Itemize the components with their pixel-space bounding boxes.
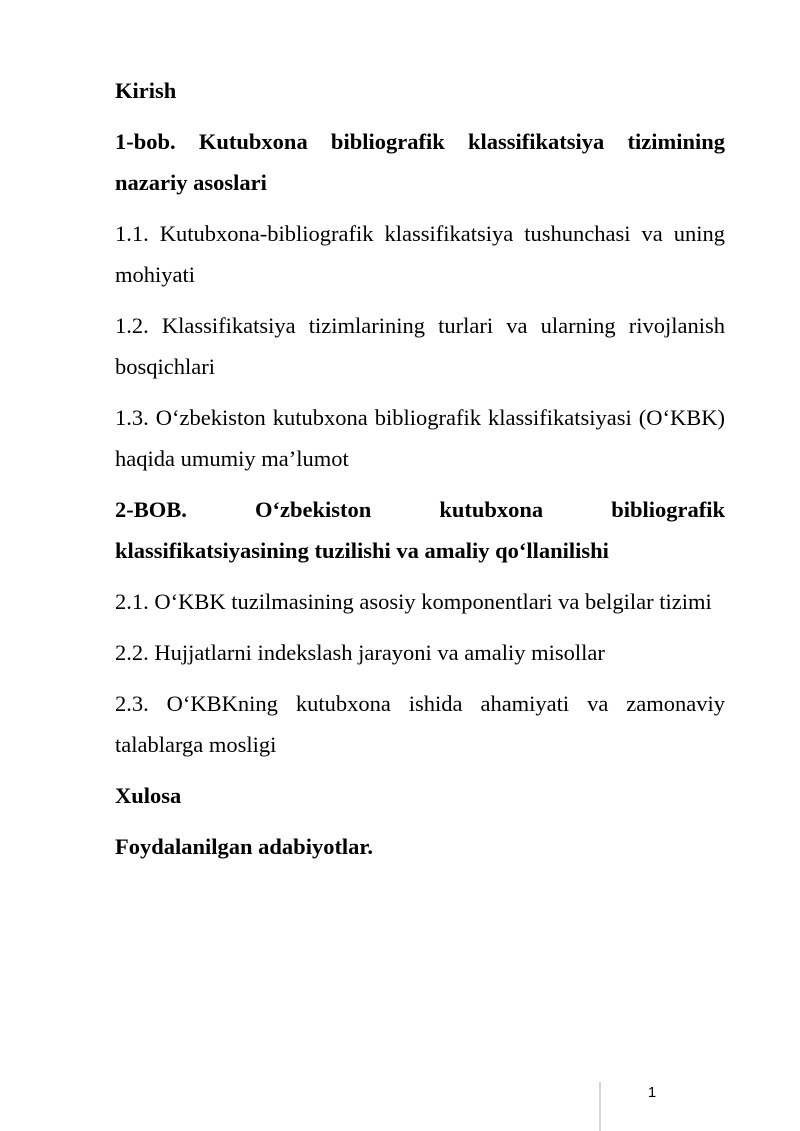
toc-section-1-1: 1.1. Kutubxona-bibliografik klassifikatsiya tushunchasi va uning mohiyati xyxy=(115,221,725,287)
toc-entry-conclusion: Xulosa xyxy=(115,783,182,808)
toc-chapter-1-heading: 1-bob. Kutubxona bibliografik klassifikatsiya tizimining nazariy asoslari xyxy=(115,129,725,195)
toc-chapter-2-heading: 2-BOB. O‘zbekiston kutubxona bibliografik klassifikatsiyasining tuzilishi va amaliy qo‘llanilishi xyxy=(115,497,725,563)
toc-entry-introduction: Kirish xyxy=(115,78,177,103)
toc-section-1-2: 1.2. Klassifikatsiya tizimlarining turlari va ularning rivojlanish bosqichlari xyxy=(115,313,725,379)
toc-section-2-1: 2.1. O‘KBK tuzilmasining asosiy komponentlari va belgilar tizimi xyxy=(115,589,712,614)
toc-section-2-2: 2.2. Hujjatlarni indekslash jarayoni va amaliy misollar xyxy=(115,640,605,665)
footer-divider xyxy=(599,1082,601,1131)
page-number: 1 xyxy=(647,1084,657,1101)
toc-entry-references: Foydalanilgan adabiyotlar. xyxy=(115,834,373,859)
table-of-contents xyxy=(115,70,725,877)
toc-section-2-3: 2.3. O‘KBKning kutubxona ishida ahamiyati va zamonaviy talablarga mosligi xyxy=(115,691,725,757)
toc-section-1-3: 1.3. O‘zbekiston kutubxona bibliografik klassifikatsiyasi (O‘KBK) haqida umumiy ma’lumot xyxy=(115,405,725,471)
